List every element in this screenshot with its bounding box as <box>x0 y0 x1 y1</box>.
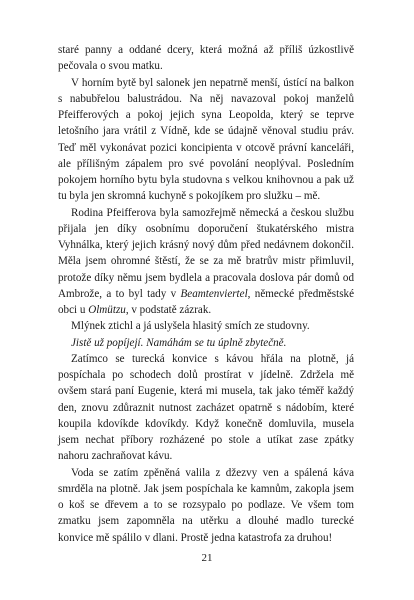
text-run: , v podstatě zázrak. <box>125 304 212 316</box>
italic-text: Olmützu <box>88 304 126 316</box>
text-run: V horním bytě byl salonek jen nepatrně menší, ústící na balkon s nabubřelou balustrádou. Na něj navazoval pokoj manželů Pfeifferových a pokoj jejich syna Leopolda, který se teprve letošního jara vrátil z Vídně, kde se údajně věnoval studiu práv. Teď měl vykonávat pozici koncipienta v otcově právní kanceláři, ale přílišným zápalem pro své povolání neoplýval. Posledním pokojem horního bytu byla studovna s velkou knihovnou a pak už tu byla jen skromná kuchyně s pokojíkem pro služku – mě. <box>58 76 354 203</box>
paragraph <box>58 75 354 205</box>
paragraph <box>58 335 354 351</box>
paragraph <box>58 205 354 319</box>
text-run: Voda se zatím zpěněná valila z džezvy ven a spálená káva smrděla na plotně. Jak jsem pospíchala ke kamnům, zakopla jsem o koš se dřevem a to se rozsypalo po podlaze. Ve všem tom zmatku jsem zapomněla na utěrku a dlouhé madlo turecké konvice mě spálilo v dlani. Prostě jedna katastrofa za druhou! <box>58 466 354 544</box>
italic-text: Beamtenviertel <box>180 287 248 300</box>
paragraph <box>58 465 354 546</box>
body-text <box>58 42 354 546</box>
text-run: staré panny a oddané dcery, která možná až příliš úzkostlivě pečovala o svou matku. <box>58 44 354 73</box>
text-run: Rodina Pfeifferova byla samozřejmě německá a českou službu přijala jen díky osobnímu doporučení štukatérského mistra Vyhnálka, který jejich krásný nový dům před nedávnem dokončil. Měla jsem ohromné štěstí, že se za mě bratrův mistr přimluvil, protože díky němu jsem bydlela a pracovala doslova pár domů od Ambrože, a to byl tady v <box>58 206 354 300</box>
text-run: Mlýnek ztichl a já uslyšela hlasitý smích ze studovny. <box>71 320 310 333</box>
paragraph <box>58 42 354 75</box>
page-number: 21 <box>201 552 213 564</box>
italic-text: Jistě už popíjejí. Namáhám se tu úplně zbytečně. <box>71 336 287 349</box>
paragraph <box>58 351 354 465</box>
paragraph <box>58 318 354 334</box>
text-run: Zatímco se turecká konvice s kávou hřála na plotně, já pospíchala po schodech dolů prostírat v jídelně. Zdržela mě ovšem stará paní Eugenie, která mi musela, tak jako téměř každý den, znovu zdůraznit nutnost zacházet opatrně s nádobím, které koupila kdovíkde kdovíkdy. Když konečně domluvila, musela jsem nechat příbory rozházené po stole a utíkat zase zpátky nahoru zachraňovat kávu. <box>58 352 354 463</box>
text-run: , německé předměstské obci u <box>58 287 354 316</box>
